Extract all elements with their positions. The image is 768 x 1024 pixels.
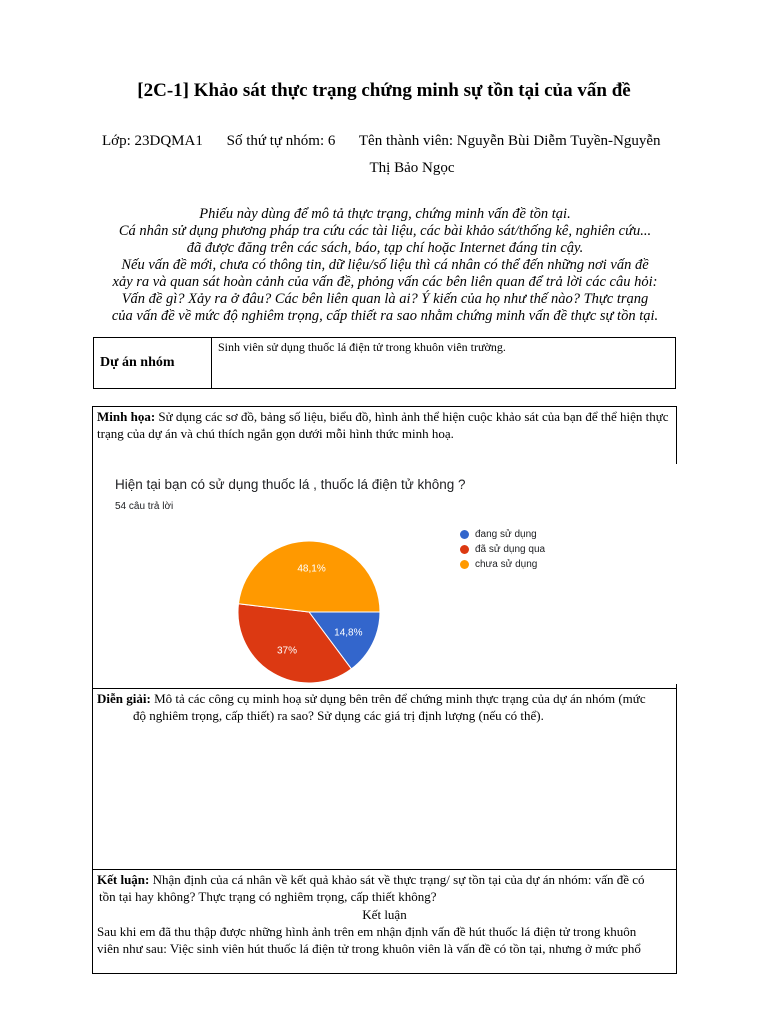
illustration-section xyxy=(93,407,676,657)
intro-line: Nếu vấn đề mới, chưa có thông tin, dữ liệu/số liệu thì cá nhân có thể đến những nơi vấn đề xyxy=(121,257,649,273)
pie-chart-panel xyxy=(115,464,677,684)
illustration-description: Sử dụng các sơ đồ, bảng số liệu, biểu đồ, hình ảnh thể hiện cuộc khảo sát của bạn để thể hiện thực trạng của dự án và chú thích ngắn gọn dưới mỗi hình thức minh hoạ. xyxy=(97,409,669,441)
conclusion-body-line: Sau khi em đã thu thập được những hình ảnh trên em nhận định vấn đề hút thuốc lá điện tử trong khuôn xyxy=(97,924,637,939)
legend-label: chưa sử dụng xyxy=(475,559,538,570)
slice-label: 37% xyxy=(276,645,297,657)
conclusion-heading: Kết luận xyxy=(362,907,407,922)
explanation-section xyxy=(93,688,676,869)
legend-label: đang sử dụng xyxy=(475,529,537,540)
conclusion-description-continued: tồn tại hay không? Thực trạng có nghiêm trọng, cấp thiết không? xyxy=(99,889,437,904)
conclusion-description: Nhận định của cá nhân về kết quả khảo sát về thực trạng/ sự tồn tại của dự án nhóm: vấn đề có xyxy=(149,872,645,887)
student-info xyxy=(102,133,682,150)
intro-line: của vấn đề về mức độ nghiêm trọng, cấp thiết ra sao nhằm chứng minh vấn đề thực sự tồn tại. xyxy=(111,308,659,324)
survey-frame xyxy=(92,406,677,974)
legend-swatch xyxy=(460,530,469,539)
intro-line: đã được đăng trên các sách, báo, tạp chí hoặc Internet đáng tin cậy. xyxy=(186,240,584,256)
legend-swatch xyxy=(460,545,469,554)
pie-chart xyxy=(115,464,677,684)
conclusion-section xyxy=(93,869,676,957)
project-table xyxy=(93,337,676,389)
intro-paragraph xyxy=(85,206,685,325)
legend-label: đã sử dụng qua xyxy=(475,544,546,555)
illustration-label: Minh họa: xyxy=(97,409,156,424)
pie-slice xyxy=(238,541,380,612)
conclusion-text xyxy=(93,870,676,906)
slice-label: 14,8% xyxy=(334,627,363,639)
explanation-label: Diễn giải: xyxy=(97,691,151,706)
intro-line: Phiếu này dùng để mô tả thực trạng, chứng minh vấn đề tồn tại. xyxy=(199,206,571,222)
conclusion-body-line: viên như sau: Việc sinh viên hút thuốc lá điện tử trong khuôn viên là vấn đề có tồn tại, nhưng ở mức phổ xyxy=(97,941,641,956)
explanation-text xyxy=(93,689,676,725)
project-label: Dự án nhóm xyxy=(94,338,212,389)
slice-label: 48,1% xyxy=(297,563,326,575)
intro-line: xảy ra và quan sát hoàn cảnh của vấn đề, phỏng vấn các bên liên quan để trả lời các câu hỏi: xyxy=(112,274,658,290)
member-label: Tên thành viên: Nguyễn Bùi Diễm Tuyền-Nguyễn xyxy=(358,133,661,149)
chart-subtitle: 54 câu trả lời xyxy=(115,501,174,512)
group-label: Số thứ tự nhóm: 6 xyxy=(226,133,336,149)
chart-legend xyxy=(460,527,545,572)
explanation-description: Mô tả các công cụ minh hoạ sử dụng bên trên để chứng minh thực trạng của dự án nhóm (mức xyxy=(150,691,646,706)
legend-item xyxy=(460,557,545,572)
legend-item xyxy=(460,527,545,542)
legend-item xyxy=(460,542,545,557)
conclusion-label: Kết luận: xyxy=(97,872,150,887)
intro-line: Cá nhân sử dụng phương pháp tra cứu các tài liệu, các bài khảo sát/thống kê, nghiên cứu... xyxy=(118,223,652,239)
legend-swatch xyxy=(460,560,469,569)
member-label-continued: Thị Bảo Ngọc xyxy=(369,160,455,176)
explanation-description-continued: độ nghiêm trọng, cấp thiết) ra sao? Sử dụng các giá trị định lượng (nếu có thể). xyxy=(133,708,544,723)
project-value: Sinh viên sử dụng thuốc lá điện tử trong khuôn viên trường. xyxy=(212,338,676,389)
page-title: [2C-1] Khảo sát thực trạng chứng minh sự tồn tại của vấn đề xyxy=(137,80,631,101)
class-label: Lớp: 23DQMA1 xyxy=(102,133,203,149)
chart-title: Hiện tại bạn có sử dụng thuốc lá , thuốc lá điện tử không ? xyxy=(115,477,466,492)
intro-line: Vấn đề gì? Xảy ra ở đâu? Các bên liên quan là ai? Ý kiến của họ như thế nào? Thực trạng xyxy=(121,291,649,307)
illustration-text xyxy=(93,407,676,443)
